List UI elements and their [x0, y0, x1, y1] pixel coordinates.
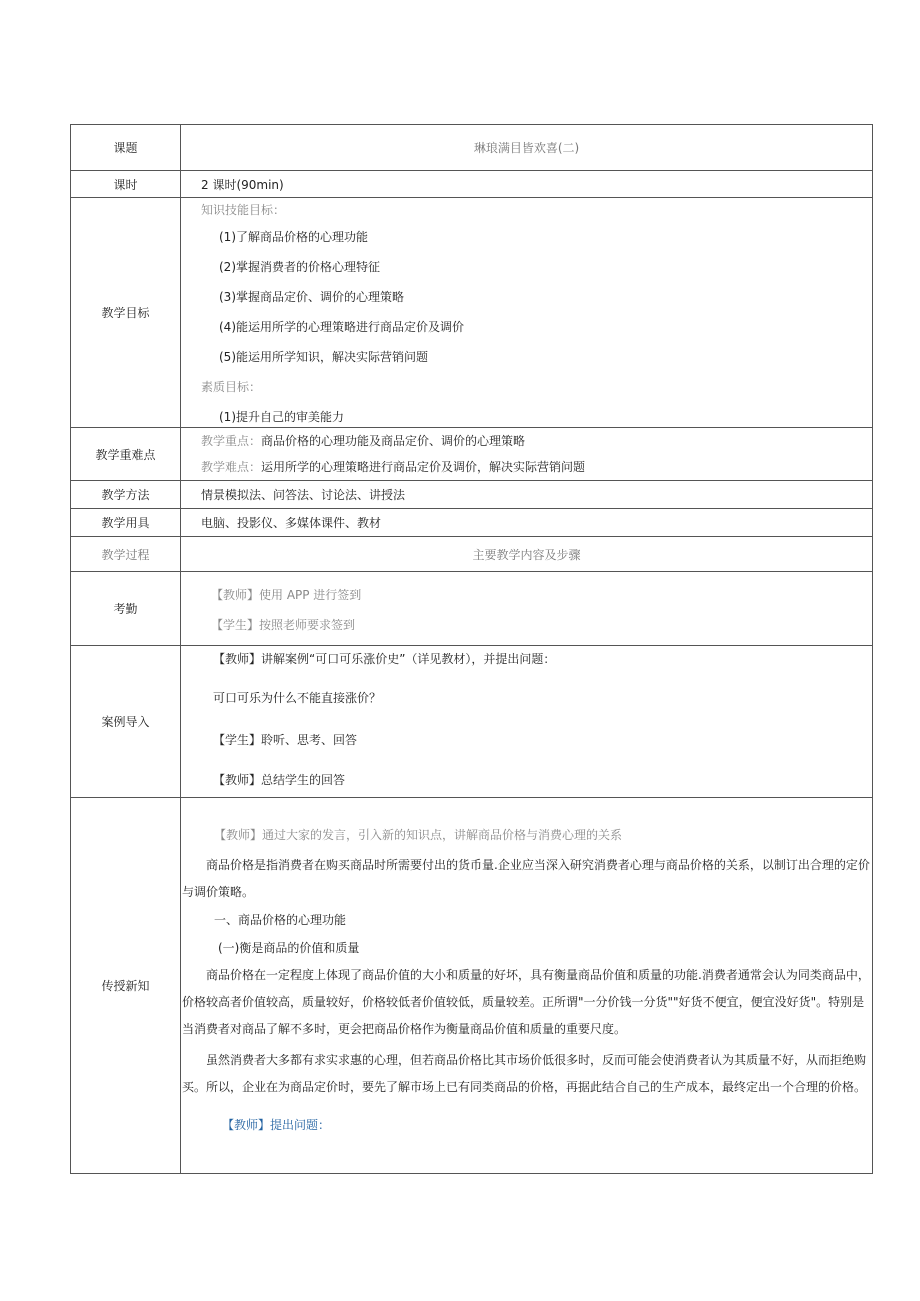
key-line [201, 428, 872, 454]
knowledge-item: (1)了解商品价格的心理功能 [219, 230, 368, 244]
section-heading: 一、商品价格的心理功能 [214, 913, 347, 927]
row-case-intro [71, 646, 873, 798]
row-hours [71, 171, 873, 198]
attendance-line: 【学生】按照老师要求签到 [211, 618, 356, 632]
difficulty-label: 教学难点： [201, 460, 262, 474]
subsection-heading: (一)衡是商品的价值和质量 [218, 941, 360, 955]
paragraph: 虽然消费者大多都有求实求惠的心理，但若商品价格比其市场价低很多时，反而可能会使消费者认为其质量不好，从而拒绝购买。所以，企业在为商品定价时，要先了解市场上已有同类商品的价格，再据此结合自己的生产成本，最终定出一个合理的价格。 [182, 1053, 867, 1094]
knowledge-item: (5)能运用所学知识，解决实际营销问题 [219, 350, 428, 364]
new-knowledge-label: 传授新知 [71, 798, 181, 1174]
knowledge-item: (2)掌握消费者的价格心理特征 [219, 260, 380, 274]
difficulty-line [201, 454, 872, 480]
difficulty-text: 运用所学的心理策略进行商品定价及调价，解决实际营销问题 [261, 460, 586, 474]
quality-item: (1)提升自己的审美能力 [219, 410, 344, 424]
goals-content [181, 198, 873, 428]
paragraph: 商品价格在一定程度上体现了商品价值的大小和质量的好坏，具有衡量商品价值和质量的功能.消费者通常会认为同类商品中，价格较高者价值较高，质量较好，价格较低者价值较低，质量较差。正所谓"一分价钱一分货""好货不便宜，便宜没好货"。特别是当消费者对商品了解不多时，更会把商品价格作为衡量商品价值和质量的重要尺度。 [182, 968, 870, 1036]
tools-value: 电脑、投影仪、多媒体课件、教材 [181, 509, 873, 537]
knowledge-item: (3)掌握商品定价、调价的心理策略 [219, 290, 404, 304]
row-process-header [71, 537, 873, 572]
process-header-right: 主要教学内容及步骤 [181, 537, 873, 572]
hours-label: 课时 [71, 171, 181, 198]
row-topic [71, 125, 873, 171]
case-line: 【教师】总结学生的回答 [213, 773, 346, 787]
case-line: 【学生】聆听、思考、回答 [213, 733, 358, 747]
case-line: 【教师】讲解案例“可口可乐涨价史”（详见教材），并提出问题： [213, 652, 556, 666]
quality-heading: 素质目标： [201, 380, 262, 394]
row-new-knowledge [71, 798, 873, 1174]
new-knowledge-content [181, 798, 873, 1174]
row-goals [71, 198, 873, 428]
goals-label: 教学目标 [71, 198, 181, 428]
row-attendance [71, 572, 873, 646]
hours-value: 2 课时(90min) [181, 171, 873, 198]
topic-label: 课题 [71, 125, 181, 171]
case-intro-content [181, 646, 873, 798]
key-text: 商品价格的心理功能及商品定价、调价的心理策略 [261, 434, 526, 448]
case-line: 可口可乐为什么不能直接涨价？ [213, 691, 382, 705]
teacher-question: 【教师】提出问题： [222, 1118, 331, 1132]
attendance-label: 考勤 [71, 572, 181, 646]
methods-value: 情景模拟法、问答法、讨论法、讲授法 [181, 481, 873, 509]
paragraph: 商品价格是指消费者在购买商品时所需要付出的货币量.企业应当深入研究消费者心理与商品价格的关系，以制订出合理的定价与调价策略。 [182, 858, 870, 899]
keypoints-label: 教学重难点 [71, 428, 181, 481]
attendance-line: 【教师】使用 APP 进行签到 [211, 588, 362, 602]
process-header-left: 教学过程 [71, 537, 181, 572]
row-tools [71, 509, 873, 537]
tools-label: 教学用具 [71, 509, 181, 537]
attendance-content [181, 572, 873, 646]
knowledge-heading: 知识技能目标： [201, 203, 286, 217]
case-intro-label: 案例导入 [71, 646, 181, 798]
methods-label: 教学方法 [71, 481, 181, 509]
keypoints-content [181, 428, 873, 481]
row-keypoints [71, 428, 873, 481]
key-label: 教学重点： [201, 434, 262, 448]
lesson-plan-table [70, 124, 873, 1174]
row-methods [71, 481, 873, 509]
knowledge-item: (4)能运用所学的心理策略进行商品定价及调价 [219, 320, 464, 334]
intro-line: 【教师】通过大家的发言，引入新的知识点，讲解商品价格与消费心理的关系 [214, 828, 623, 842]
topic-title: 琳琅满目皆欢喜(二) [181, 125, 873, 171]
